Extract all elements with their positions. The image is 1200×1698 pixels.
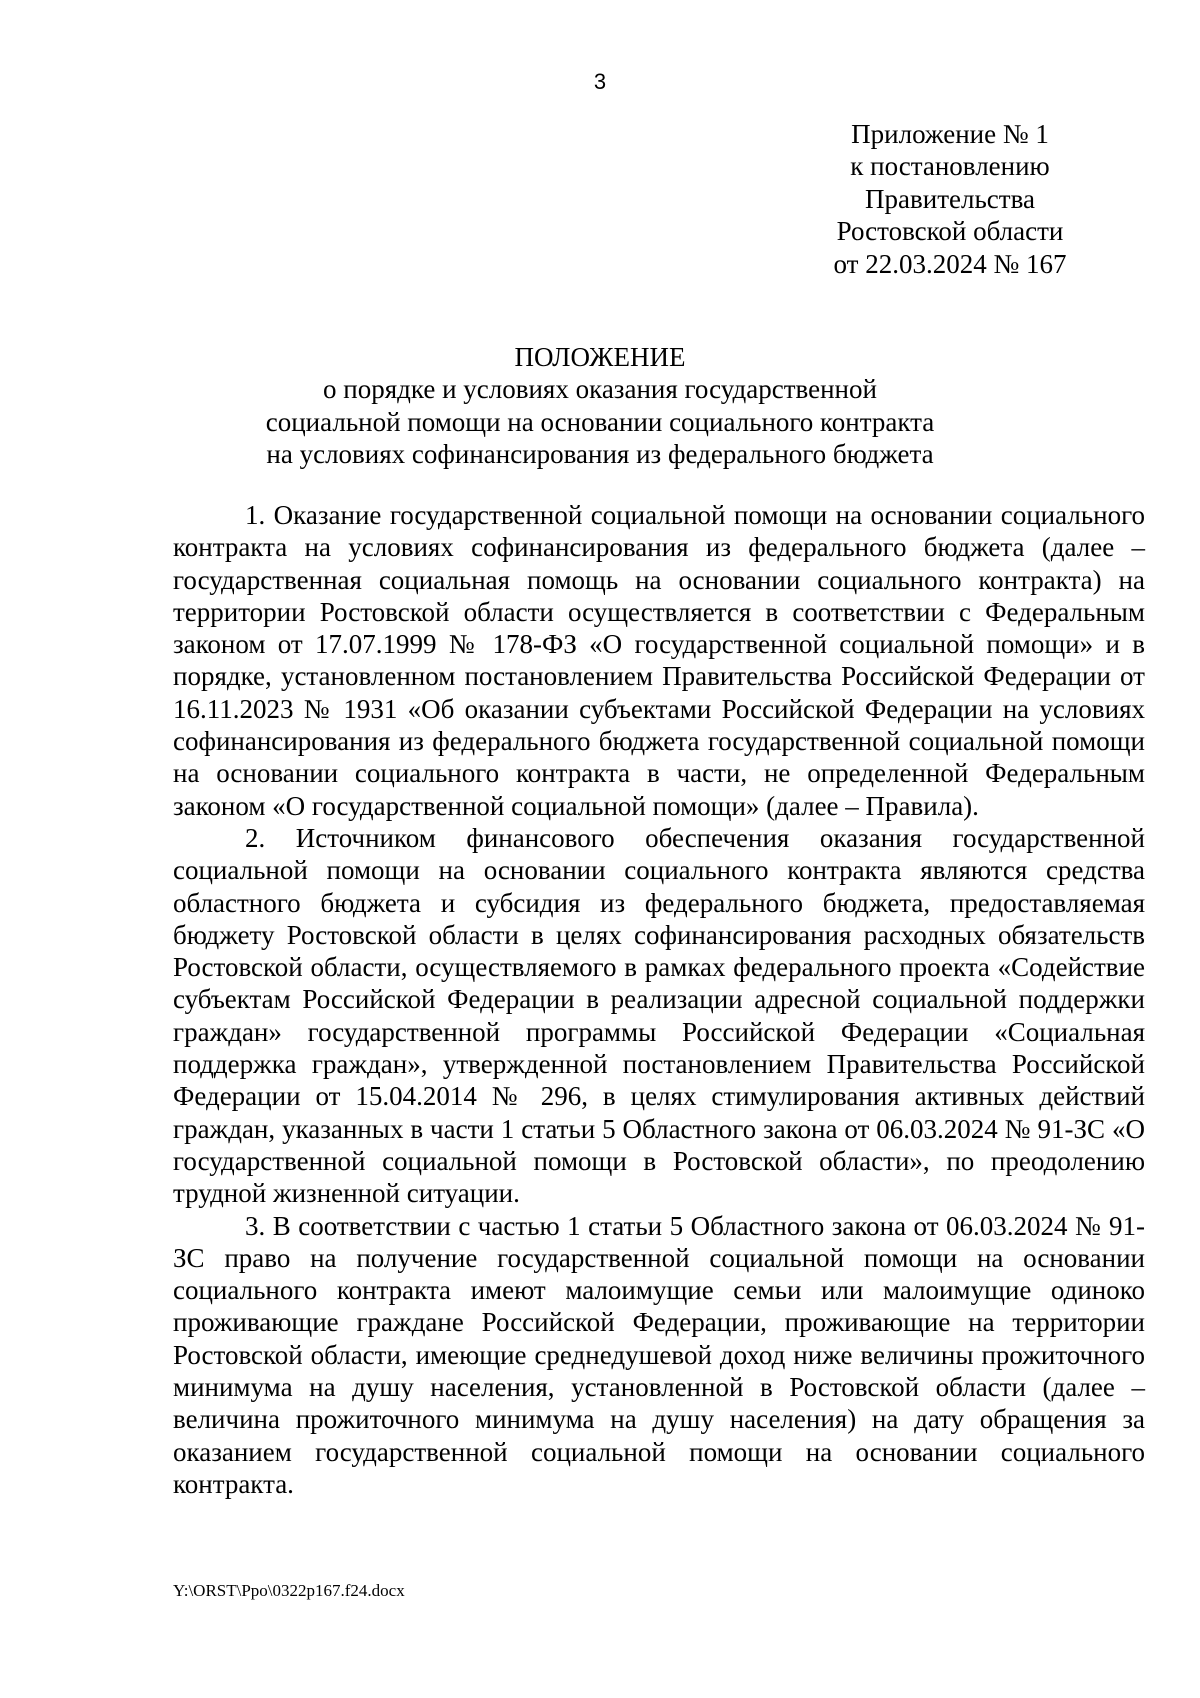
document-body (173, 499, 1145, 1500)
title-heading: ПОЛОЖЕНИЕ (514, 342, 686, 372)
appendix-line: к постановлению (850, 151, 1050, 182)
title-line: социальной помощи на основании социального контракта (265, 406, 935, 437)
paragraph-2: 2. Источником финансового обеспечения оказания государственной социальной помощи на основании социального контракта являются средства областного бюджета и субсидия из федерального бюджета, предоставляемая бюджету Ростовской области в целях софинансирования расходных обязательств Ростовской области, осуществляемого в рамках федерального проекта «Содействие субъектам Российской Федерации в реализации адресной социальной поддержки граждан» государственной программы Российской Федерации «Социальная поддержка граждан», утвержденной постановлением Правительства Российской Федерации от 15.04.2014 № 296, в целях стимулирования активных действий граждан, указанных в части 1 статьи 5 Областного закона от 06.03.2024 № 91-ЗС «О государственной социальной помощи в Ростовской области», по преодолению трудной жизненной ситуации. (173, 822, 1145, 1209)
paragraph-1: 1. Оказание государственной социальной помощи на основании социального контракта на условиях софинансирования из федерального бюджета (далее – государственная социальная помощь на основании социального контракта) на территории Ростовской области осуществляется в соответствии с Федеральным законом от 17.07.1999 № 178-ФЗ «О государственной социальной помощи» и в порядке, установленном постановлением Правительства Российской Федерации от 16.11.2023 № 1931 «Об оказании субъектами Российской Федерации на условиях софинансирования из федерального бюджета государственной социальной помощи на основании социального контракта в части, не определенной Федеральным законом «О государственной социальной помощи» (далее – Правила). (173, 500, 1145, 821)
appendix-line: от 22.03.2024 № 167 (833, 248, 1067, 279)
title-line: на условиях софинансирования из федерального бюджета (266, 438, 934, 469)
footer-file-path: Y:\ORST\Ppo\0322p167.f24.docx (173, 1581, 405, 1600)
document-title (200, 341, 1000, 470)
title-line: о порядке и условиях оказания государственной (323, 374, 877, 405)
appendix-line: Приложение № 1 (851, 119, 1049, 149)
appendix-line: Ростовской области (836, 216, 1064, 247)
appendix-header (800, 118, 1100, 280)
appendix-line: Правительства (865, 183, 1035, 214)
paragraph-3: 3. В соответствии с частью 1 статьи 5 Областного закона от 06.03.2024 № 91-ЗС право на получение государственной социальной помощи на основании социального контракта имеют малоимущие семьи или малоимущие одиноко проживающие граждане Российской Федерации, проживающие на территории Ростовской области, имеющие среднедушевой доход ниже величины прожиточного минимума на душу населения, установленной в Ростовской области (далее – величина прожиточного минимума на душу населения) на дату обращения за оказанием государственной социальной помощи на основании социального контракта. (173, 1210, 1145, 1499)
page-number: 3 (593, 69, 607, 94)
